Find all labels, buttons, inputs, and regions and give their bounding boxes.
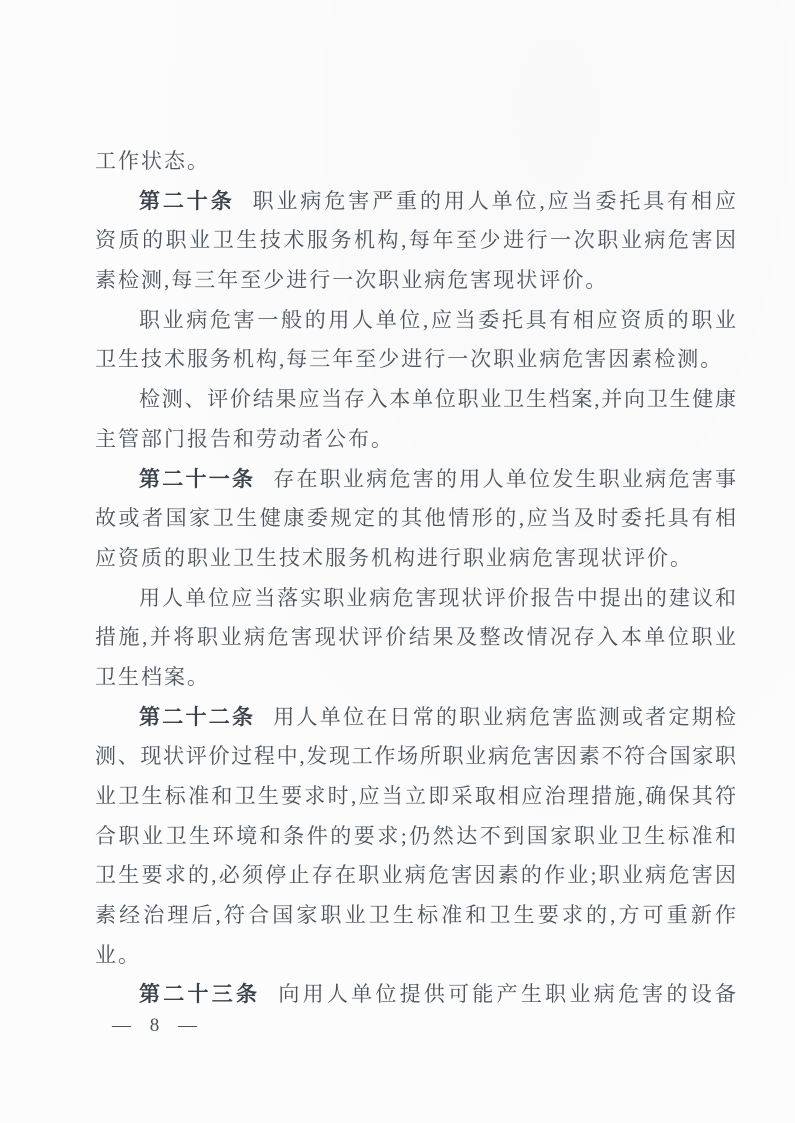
line-text: 应资质的职业卫生技术服务机构进行职业病危害现状评价。 xyxy=(95,545,693,570)
text-line xyxy=(95,182,736,222)
line-text: 卫生档案。 xyxy=(95,664,210,689)
text-line xyxy=(95,579,736,619)
article-number: 第二十三条 xyxy=(139,982,261,1007)
document-body xyxy=(95,142,736,1015)
line-text: 用人单位在日常的职业病危害监测或者定期检 xyxy=(273,704,736,729)
line-text: 职业病危害一般的用人单位,应当委托具有相应资质的职业 xyxy=(139,307,736,332)
line-text: 业卫生标准和卫生要求时,应当立即采取相应治理措施,确保其符 xyxy=(95,784,736,808)
line-text: 工作状态。 xyxy=(95,149,210,173)
article-number: 第二十一条 xyxy=(139,466,256,491)
line-text: 素检测,每三年至少进行一次职业病危害现状评价。 xyxy=(95,268,609,293)
text-line xyxy=(95,380,736,420)
article-number: 第二十二条 xyxy=(139,704,256,729)
line-text: 用人单位应当落实职业病危害现状评价报告中提出的建议和 xyxy=(139,585,736,610)
line-text: 测、现状评价过程中,发现工作场所职业病危害因素不符合国家职 xyxy=(95,744,736,769)
line-text: 检测、评价结果应当存入本单位职业卫生档案,并向卫生健康 xyxy=(139,387,736,412)
text-line xyxy=(95,301,736,341)
text-line xyxy=(95,856,736,896)
page-footer xyxy=(112,1012,199,1040)
text-line xyxy=(95,261,736,301)
line-text: 职业病危害严重的用人单位,应当委托具有相应 xyxy=(252,188,736,213)
page-number: — 8 — xyxy=(112,1015,199,1036)
text-line xyxy=(95,975,736,1015)
text-line xyxy=(95,420,736,460)
text-line xyxy=(95,936,736,976)
text-line xyxy=(95,896,736,936)
text-line xyxy=(95,460,736,500)
line-text: 业。 xyxy=(95,942,141,967)
text-line xyxy=(95,539,736,579)
line-text: 措施,并将职业病危害现状评价结果及整改情况存入本单位职业 xyxy=(95,625,736,650)
article-number: 第二十条 xyxy=(139,188,235,213)
text-line xyxy=(95,777,736,817)
line-text: 卫生要求的,必须停止存在职业病危害因素的作业;职业病危害因 xyxy=(95,863,736,888)
line-text: 存在职业病危害的用人单位发生职业病危害事 xyxy=(273,466,736,491)
text-line xyxy=(95,499,736,539)
line-text: 主管部门报告和劳动者公布。 xyxy=(95,426,394,451)
text-line xyxy=(95,618,736,658)
text-line xyxy=(95,340,736,380)
text-line xyxy=(95,142,736,182)
line-text: 故或者国家卫生健康委规定的其他情形的,应当及时委托具有相 xyxy=(95,506,736,531)
text-line xyxy=(95,698,736,738)
line-text: 卫生技术服务机构,每三年至少进行一次职业病危害因素检测。 xyxy=(95,347,724,372)
line-text: 合职业卫生环境和条件的要求;仍然达不到国家职业卫生标准和 xyxy=(95,823,736,848)
text-line xyxy=(95,817,736,857)
text-line xyxy=(95,658,736,698)
text-line xyxy=(95,221,736,261)
text-line xyxy=(95,737,736,777)
line-text: 向用人单位提供可能产生职业病危害的设备 xyxy=(278,982,737,1007)
line-text: 素经治理后,符合国家职业卫生标准和卫生要求的,方可重新作 xyxy=(95,903,736,928)
line-text: 资质的职业卫生技术服务机构,每年至少进行一次职业病危害因 xyxy=(95,228,736,253)
